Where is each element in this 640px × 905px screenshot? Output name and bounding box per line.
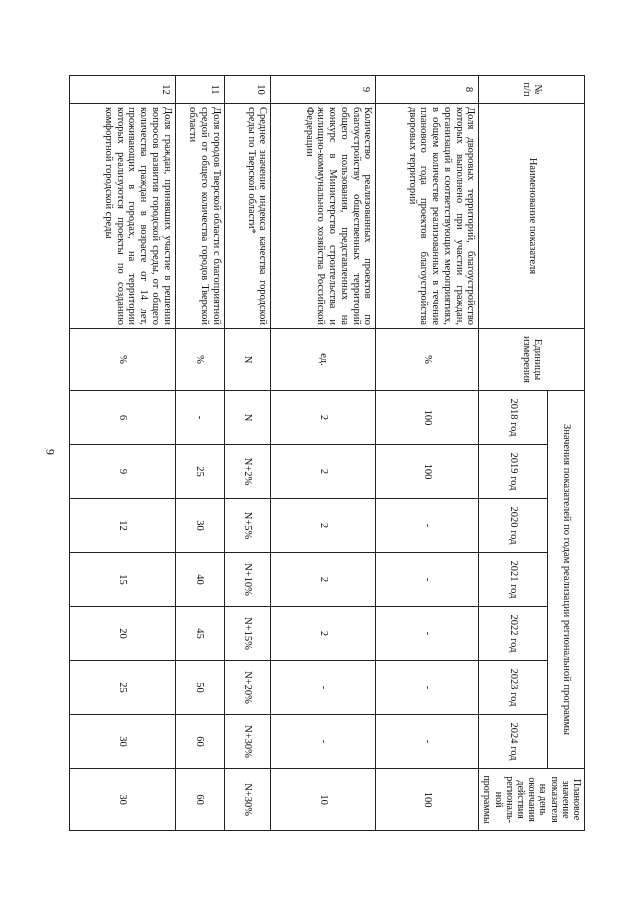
indicators-table — [69, 75, 585, 831]
row-value: N+20% — [224, 661, 271, 715]
row-value: N+2% — [224, 445, 271, 499]
row-value: 40 — [175, 553, 224, 607]
header-year: 2020 год — [479, 499, 548, 553]
row-value: 20 — [70, 607, 175, 661]
row-value: 15 — [70, 553, 175, 607]
row-num: 8 — [376, 76, 479, 104]
header-year: 2024 год — [479, 715, 548, 769]
table-row — [70, 76, 175, 831]
row-value: 45 — [175, 607, 224, 661]
header-year: 2022 год — [479, 607, 548, 661]
header-year: 2023 год — [479, 661, 548, 715]
row-value: 9 — [70, 445, 175, 499]
row-value: - — [376, 499, 479, 553]
row-plan: N+30% — [224, 769, 271, 831]
header-year: 2019 год — [479, 445, 548, 499]
row-plan: 30 — [70, 769, 175, 831]
row-value: 25 — [70, 661, 175, 715]
row-unit: % — [70, 329, 175, 391]
row-value: N+5% — [224, 499, 271, 553]
row-num: 10 — [224, 76, 271, 104]
table-row — [376, 76, 479, 831]
row-value: 2 — [271, 607, 376, 661]
page-number: 9 — [43, 449, 58, 455]
row-plan: 10 — [271, 769, 376, 831]
row-value: 12 — [70, 499, 175, 553]
table-row — [271, 76, 376, 831]
row-plan: 60 — [175, 769, 224, 831]
row-value: 2 — [271, 499, 376, 553]
row-unit: % — [376, 329, 479, 391]
row-value: 100 — [376, 445, 479, 499]
row-name: Количество реализованных проектов по благоустройству общественных территорий общего пользования, представленных на конкурс в Министерство строительства и жилищно-коммунального хозяйства Российской Федерации — [271, 104, 376, 329]
header-year: 2021 год — [479, 553, 548, 607]
row-value: N — [224, 391, 271, 445]
row-value: N+15% — [224, 607, 271, 661]
row-value: 60 — [175, 715, 224, 769]
row-value: 2 — [271, 391, 376, 445]
table-wrapper — [95, 75, 585, 830]
header-unit: Единицы измерения — [479, 329, 585, 391]
row-value: 2 — [271, 445, 376, 499]
rotated-table-area — [95, 75, 585, 830]
row-num: 11 — [175, 76, 224, 104]
row-name: Среднее значение индекса качества городской среды по Тверской области* — [224, 104, 271, 329]
row-value: N+10% — [224, 553, 271, 607]
header-year: 2018 год — [479, 391, 548, 445]
row-value: 30 — [175, 499, 224, 553]
header-plan: Плановое значение показателя на день окончания действия региональ-ной программы — [479, 769, 585, 831]
row-value: - — [376, 553, 479, 607]
row-plan: 100 — [376, 769, 479, 831]
row-unit: ед. — [271, 329, 376, 391]
row-value: - — [271, 661, 376, 715]
row-value: - — [271, 715, 376, 769]
header-name: Наименование показателя — [479, 104, 585, 329]
header-num: № п/п — [479, 76, 585, 104]
row-value: - — [376, 661, 479, 715]
row-value: N+30% — [224, 715, 271, 769]
row-value: 25 — [175, 445, 224, 499]
row-value: - — [376, 715, 479, 769]
row-value: 50 — [175, 661, 224, 715]
row-value: 100 — [376, 391, 479, 445]
row-num: 12 — [70, 76, 175, 104]
row-num: 9 — [271, 76, 376, 104]
row-name: Доля дворовых территорий, благоустройство которых выполнено при участии граждан, организаций в соответствующих мероприятиях, в общем количестве реализованных в течение планового года проектов благоустройства дворовых территорий — [376, 104, 479, 329]
row-value: 30 — [70, 715, 175, 769]
table-row — [175, 76, 224, 831]
row-value: 6 — [70, 391, 175, 445]
row-name: Доля граждан, принявших участие в решении вопросов развития городской среды, от общего количества граждан в возрасте от 14 лет, проживающих в городах, на территории которых реализуются проекты по созданию комфортной городской среды — [70, 104, 175, 329]
row-value: - — [175, 391, 224, 445]
row-value: - — [376, 607, 479, 661]
row-value: 2 — [271, 553, 376, 607]
header-group: Значения показателей по годам реализации региональной программы — [548, 391, 585, 769]
row-name: Доля городов Тверской области с благоприятной средой от общего количества городов Тверской области — [175, 104, 224, 329]
table-row — [224, 76, 271, 831]
row-unit: % — [175, 329, 224, 391]
row-unit: N — [224, 329, 271, 391]
